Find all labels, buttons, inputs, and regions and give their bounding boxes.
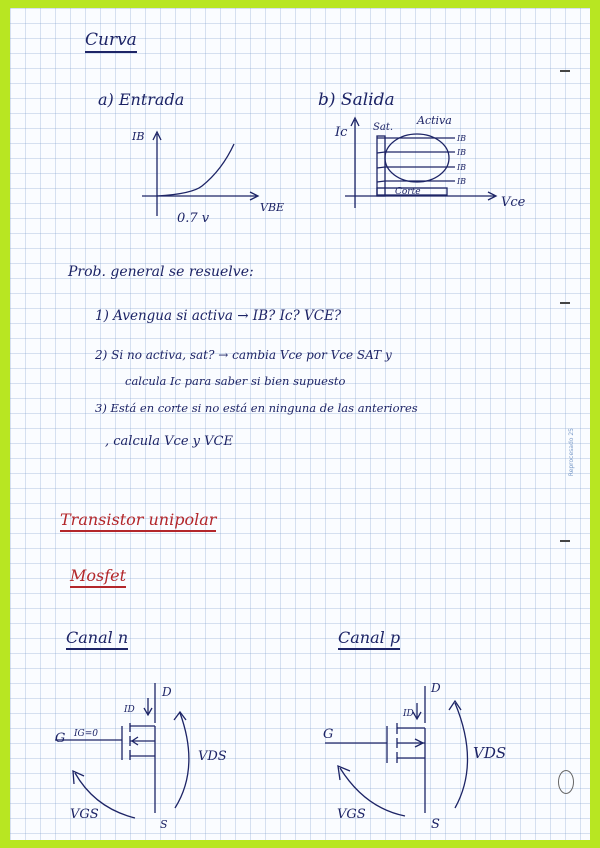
input-curve-label: a) Entrada — [98, 90, 185, 109]
section-title: Transistor unipolar — [60, 510, 216, 532]
output-y-label: Ic — [335, 125, 348, 140]
input-curve — [157, 144, 234, 196]
nmos-drain-label: D — [162, 685, 172, 699]
active-region — [385, 134, 449, 182]
input-characteristic-graph — [122, 126, 285, 226]
pmos-gate-label: G — [323, 727, 334, 742]
pmos-id-label: ID — [403, 709, 414, 719]
ib-label-4: IB — [457, 177, 467, 186]
sat-region — [377, 136, 385, 196]
nmos-id-label: ID — [124, 705, 135, 715]
output-curve-label: b) Salida — [318, 90, 395, 110]
output-x-label: Vce — [501, 195, 526, 210]
channel-n-title: Canal n — [66, 628, 128, 650]
cutoff-label: Corte — [395, 187, 421, 197]
input-x-label: VBE — [260, 201, 285, 214]
input-y-label: IB — [132, 130, 145, 143]
binder-hole — [558, 770, 574, 794]
procedure-step-3: 3) Está en corte si no está en ninguna de las anteriores — [95, 401, 418, 415]
pmos-vgs-label: VGS — [337, 807, 366, 822]
input-tick-label: 0.7 v — [177, 211, 210, 226]
ib-label-2: IB — [457, 148, 467, 157]
output-characteristic-graph — [335, 108, 535, 218]
pmos-source-label: S — [431, 817, 440, 832]
margin-mark-3 — [560, 540, 570, 542]
procedure-step-3-cont: , calcula Vce y VCE — [105, 434, 233, 449]
ib-label-1: IB — [457, 134, 467, 143]
nmos-vds-arrow — [175, 713, 189, 808]
channel-p-title: Canal p — [338, 628, 400, 650]
margin-mark-2 — [560, 302, 570, 304]
nmos-vds-label: VDS — [198, 749, 227, 764]
nmos-gate-label: G — [55, 731, 66, 746]
subsection-title: Mosfet — [70, 566, 126, 588]
sat-label: Sat. — [373, 122, 394, 133]
procedure-step-1: 1) Avengua si activa → IB? Ic? VCE? — [95, 308, 342, 324]
ic-curve-2 — [377, 152, 455, 153]
nmos-source-label: S — [160, 818, 168, 831]
pmos-vds-label: VDS — [473, 744, 507, 762]
margin-vertical-text: Reprocesado 25 — [568, 428, 575, 477]
page-title: Curva — [85, 30, 137, 53]
nmos-ig-label: IG=0 — [74, 729, 99, 739]
procedure-step-2-cont: calcula Ic para saber si bien supuesto — [125, 374, 346, 388]
ib-label-3: IB — [457, 163, 467, 172]
procedure-intro: Prob. general se resuelve: — [68, 264, 254, 280]
procedure-step-2: 2) Si no activa, sat? → cambia Vce por Vce SAT y — [95, 348, 392, 362]
nmos-symbol — [40, 668, 240, 833]
pmos-vds-arrow — [455, 703, 468, 808]
pmos-vds-arrowhead — [449, 701, 461, 710]
margin-mark-1 — [560, 70, 570, 72]
pmos-symbol — [305, 668, 525, 833]
pmos-drain-label: D — [431, 681, 441, 695]
nmos-vgs-label: VGS — [70, 807, 99, 822]
active-label: Activa — [417, 114, 452, 127]
ic-curve-3 — [377, 167, 455, 168]
nmos-vgs-arrowhead — [73, 771, 84, 784]
notebook-page — [10, 8, 590, 840]
